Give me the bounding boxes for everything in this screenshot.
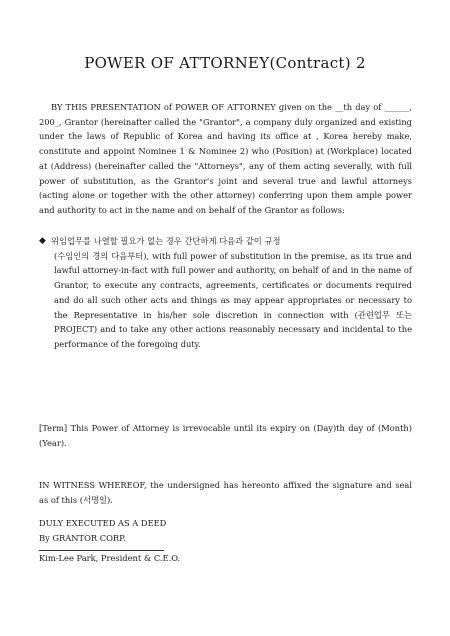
bullet-heading-row: [39, 234, 412, 249]
signatory-name: Kim-Lee Park, President & C.E.O.: [39, 553, 181, 563]
deed-block: [39, 516, 412, 545]
signature-block: [39, 551, 180, 566]
bullet-section: [39, 234, 412, 352]
term-paragraph: [Term] This Power of Attorney is irrevocable until its expiry on (Day)th day of (Month) (Year).: [39, 423, 412, 448]
bullet-body: (수임인의 경의 다음부터), with full power of substitution in the premise, as its true and lawful attorney-in-fact with full power and authority, on behalf of and in the name of Grantor, to execute any contracts, agreements, certificates or documents required and do all such other acts and things as may appear appropriates or necessary to the Representative in his/her sole discretion in connection with (관련업무 또는 PROJECT) and to take any other actions reasonably necessary and incidental to the performance of the foregoing duty.: [54, 250, 412, 349]
diamond-bullet-icon: ◆: [39, 236, 46, 246]
intro-paragraph: BY THIS PRESENTATION of POWER OF ATTORNEY given on the __th day of ______, 200_, Grantor (hereinafter called the "Grantor", a company duly organized and existing under the laws of Republic of Korea and having its office at , Korea hereby make, constitute and appoint Nominee 1 & Nominee 2) who (Position) at (Workplace) located at (Address) (hereinafter called the "Attorneys", any of them acting severally, with full power of substitution, as the Grantor's joint and several true and lawful attorneys (acting alone or together with the other attorney) conferring upon them ample power and authority to act in the name and on behalf of the Grantor as follows:: [39, 102, 412, 215]
witness-paragraph: IN WITNESS WHEREOF, the undersigned has hereonto affixed the signature and seal as of this (서명일).: [39, 480, 412, 505]
grantor-line: By GRANTOR CORP.: [39, 532, 126, 543]
document-title: POWER OF ATTORNEY(Contract) 2: [84, 54, 366, 72]
deed-line: DULY EXECUTED AS A DEED: [39, 518, 167, 528]
bullet-heading: 위임업무를 나열할 필요가 없는 경우 간단하게 다음과 같이 규정: [51, 236, 281, 246]
